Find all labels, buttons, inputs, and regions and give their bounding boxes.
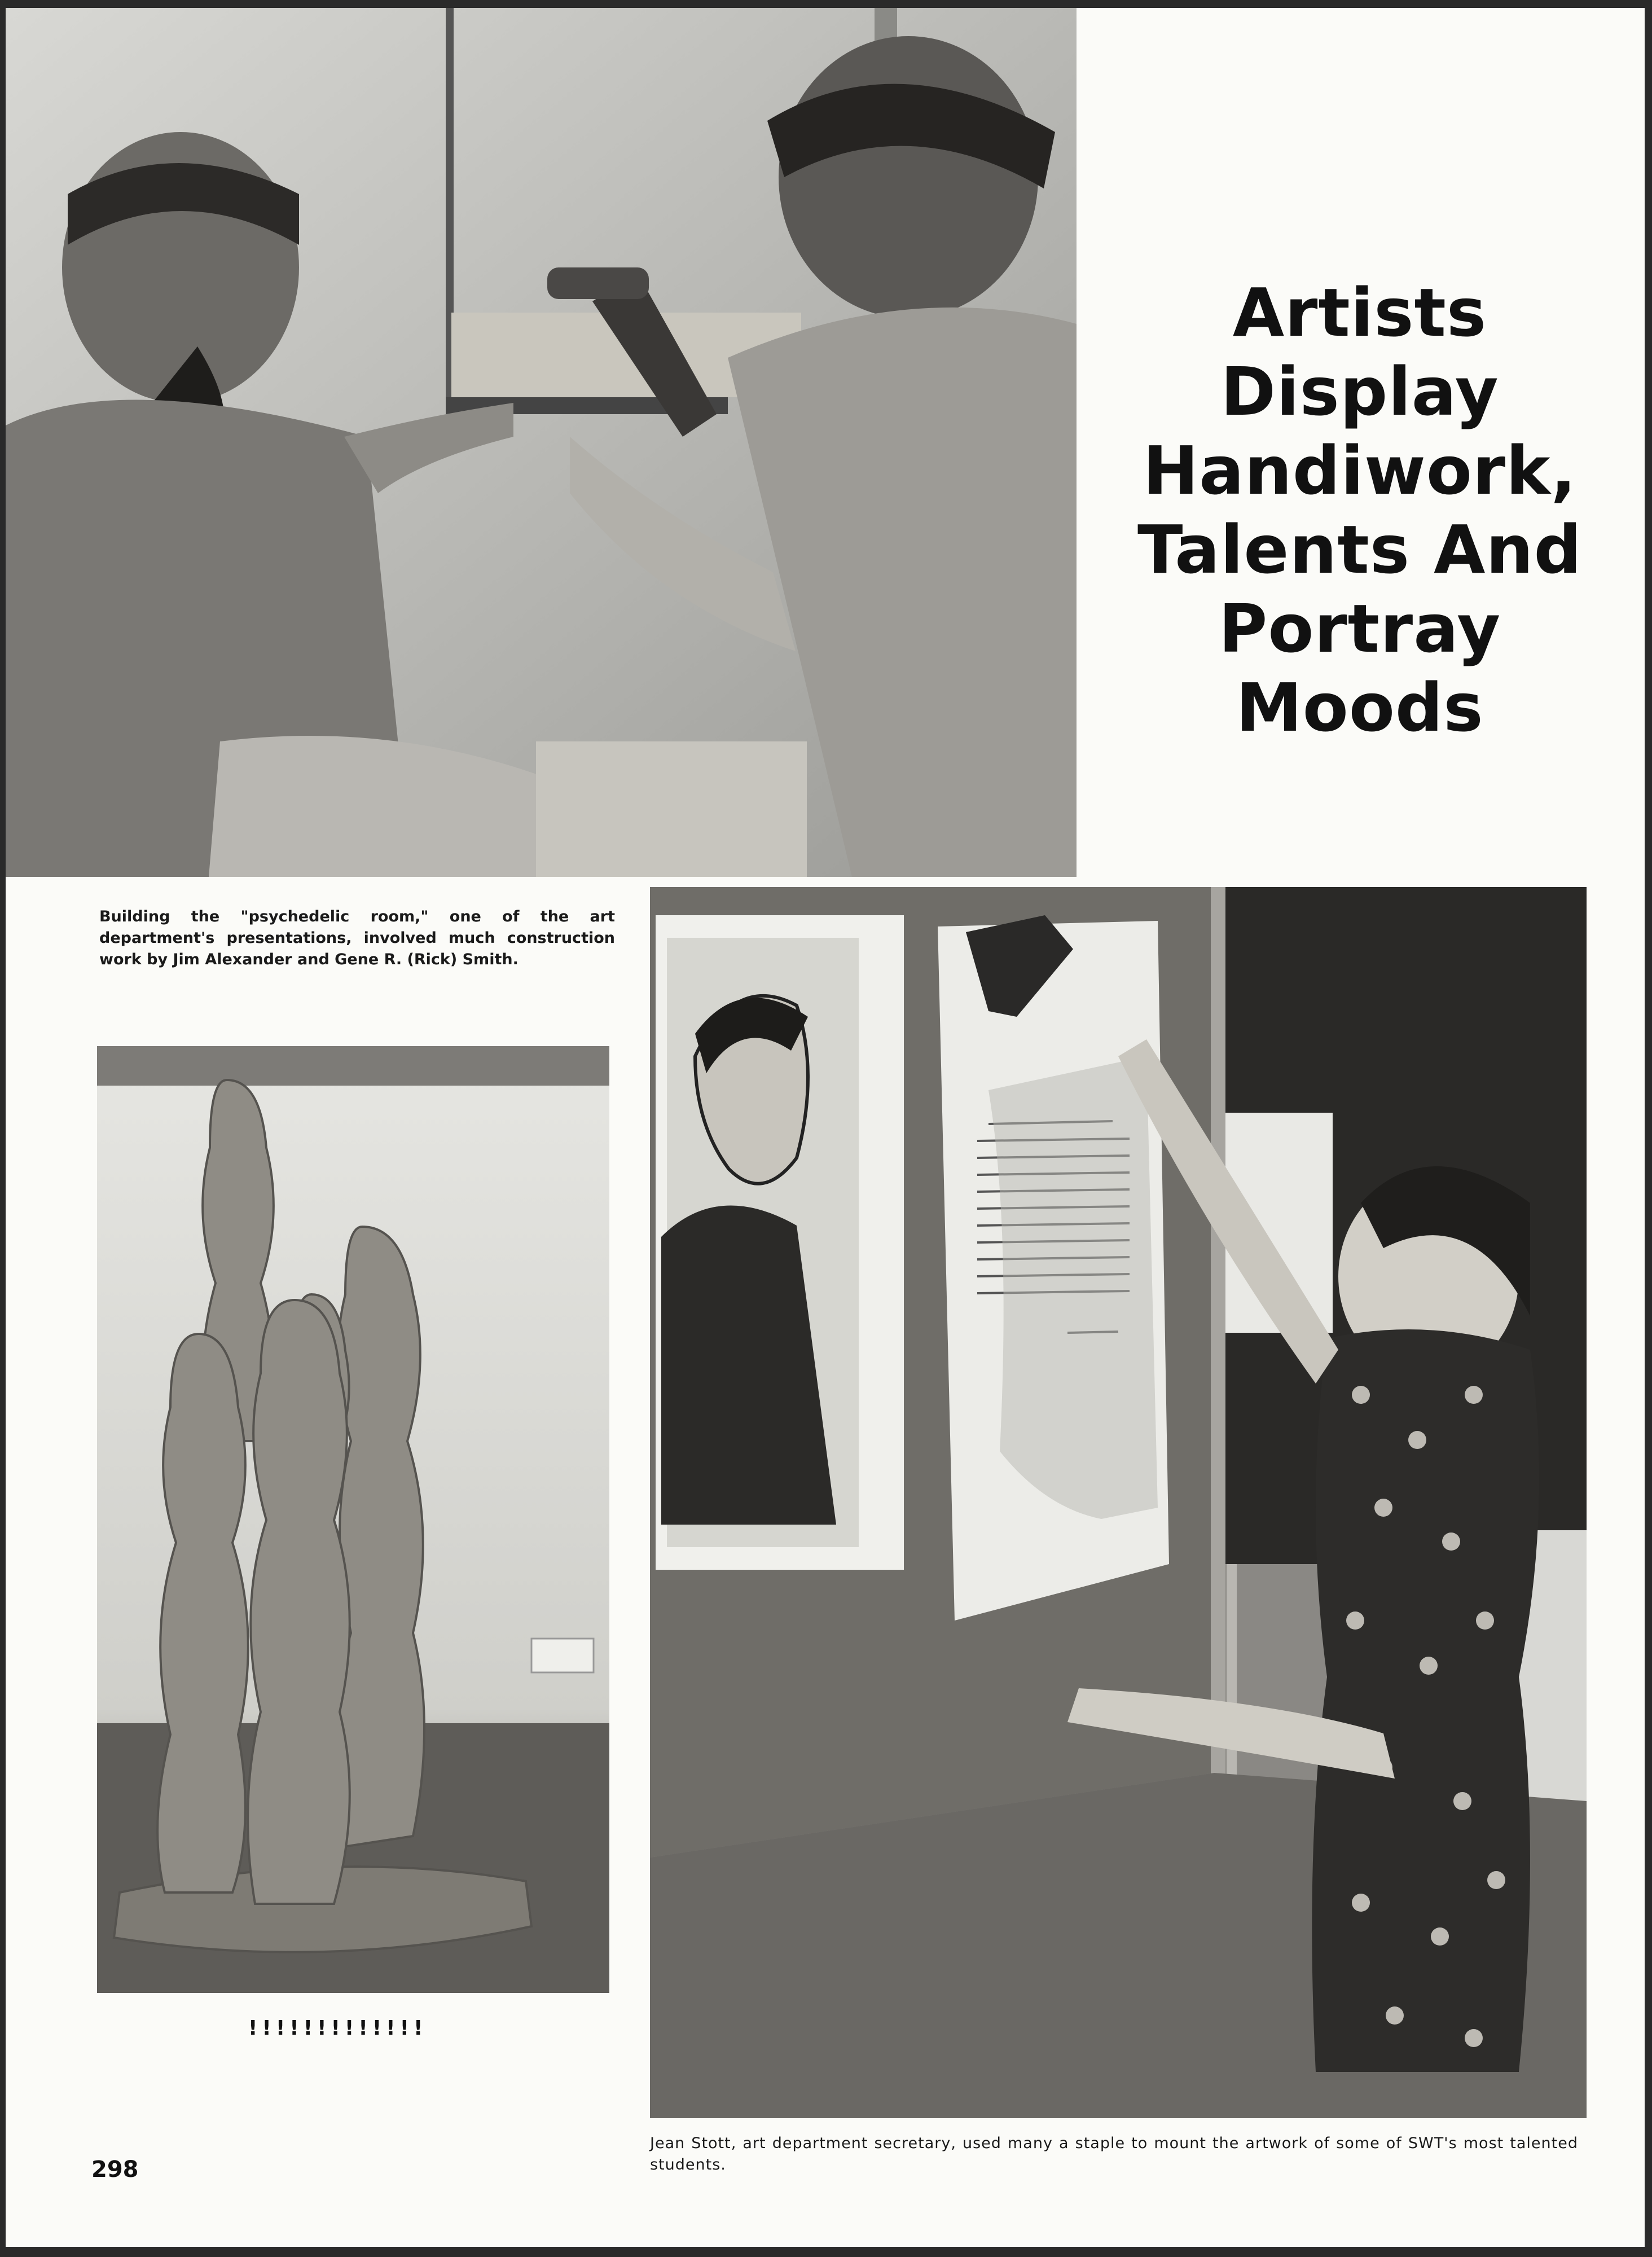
headline-line-1: Artists Display: [1220, 274, 1499, 431]
headline: [1089, 273, 1631, 747]
photo-sculpture: [97, 1046, 609, 1993]
caption-construction: Building the "psychedelic room," one of the art department's presentations, involved much construction work by Jim Alexander and Gene R. (Rick) Smith.: [99, 908, 615, 968]
headline-line-2: Handiwork,: [1143, 432, 1577, 510]
photo-stapling-artwork: [650, 887, 1587, 2118]
yearbook-page: [6, 8, 1645, 2247]
photo-construction: [6, 8, 1077, 877]
exclamation-row: !!!!!!!!!!!!!: [248, 2017, 428, 2040]
page-number: 298: [91, 2157, 139, 2183]
headline-line-3: Talents And: [1137, 511, 1582, 589]
headline-line-4: Portray Moods: [1218, 590, 1501, 747]
caption-stapling: Jean Stott, art department secretary, used many a staple to mount the artwork of some of SWT's most talented students.: [650, 2135, 1578, 2173]
